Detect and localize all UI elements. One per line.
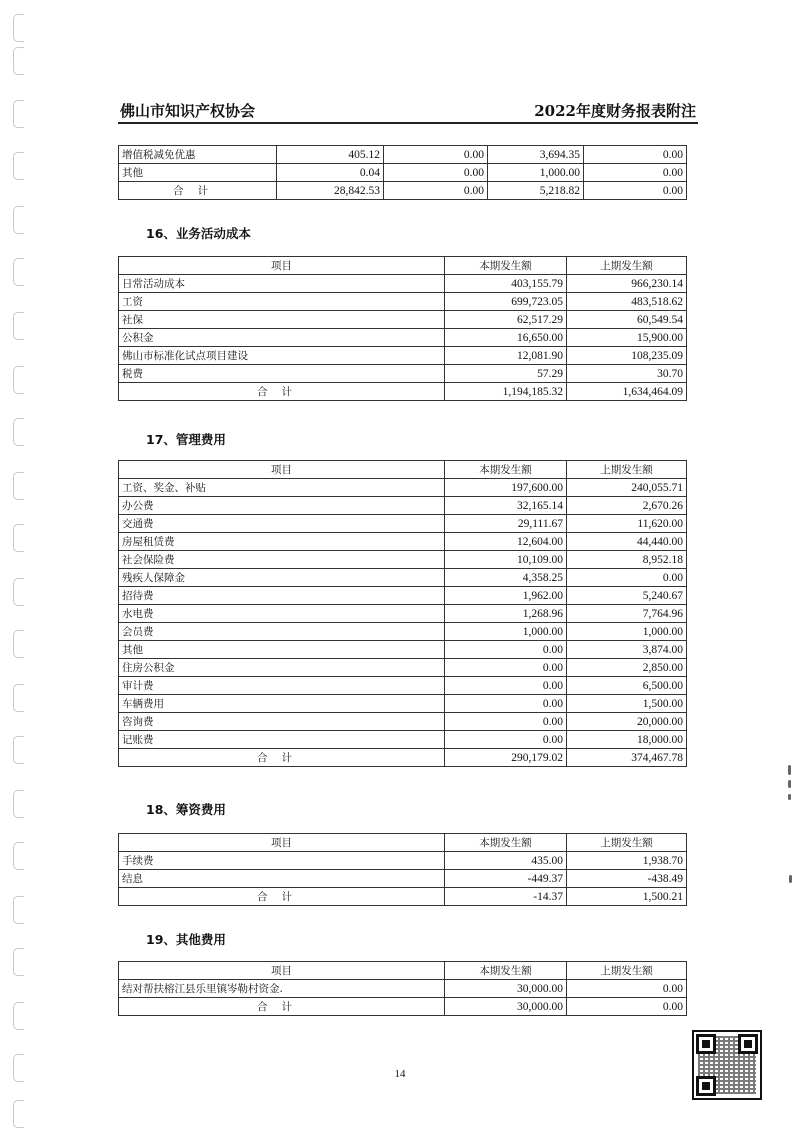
row-value: 3,694.35 xyxy=(488,146,584,164)
row-item: 水电费 xyxy=(119,605,445,623)
qr-finder-pattern xyxy=(738,1034,758,1054)
table-row xyxy=(119,275,687,293)
row-item: 公积金 xyxy=(119,329,445,347)
total-label: 合计 xyxy=(119,182,277,200)
binder-hole xyxy=(13,418,24,446)
row-current: 12,081.90 xyxy=(445,347,567,365)
binder-hole xyxy=(13,206,24,234)
row-previous: 483,518.62 xyxy=(567,293,687,311)
row-previous: 15,900.00 xyxy=(567,329,687,347)
row-current: 197,600.00 xyxy=(445,479,567,497)
column-header: 项目 xyxy=(119,834,445,852)
row-previous: 0.00 xyxy=(567,980,687,998)
total-row xyxy=(119,182,687,200)
column-header: 项目 xyxy=(119,962,445,980)
column-header: 项目 xyxy=(119,257,445,275)
row-item: 审计费 xyxy=(119,677,445,695)
binder-hole xyxy=(13,258,24,286)
row-item: 增值税减免优惠 xyxy=(119,146,277,164)
total-row xyxy=(119,383,687,401)
binder-hole xyxy=(13,630,24,658)
binder-hole xyxy=(13,896,24,924)
row-current: 1,000.00 xyxy=(445,623,567,641)
row-current: 0.00 xyxy=(445,659,567,677)
total-current: 290,179.02 xyxy=(445,749,567,767)
row-value: 0.00 xyxy=(584,146,687,164)
row-current: 29,111.67 xyxy=(445,515,567,533)
row-previous: 11,620.00 xyxy=(567,515,687,533)
binder-hole xyxy=(13,14,24,42)
qr-code xyxy=(692,1030,762,1100)
total-row xyxy=(119,888,687,906)
row-item: 会员费 xyxy=(119,623,445,641)
table-row xyxy=(119,641,687,659)
total-label: 合计 xyxy=(119,888,445,906)
row-item: 咨询费 xyxy=(119,713,445,731)
table-row xyxy=(119,347,687,365)
margin-mark xyxy=(788,765,791,775)
total-label: 合计 xyxy=(119,383,445,401)
row-previous: 966,230.14 xyxy=(567,275,687,293)
continued-table xyxy=(118,145,687,200)
table-row xyxy=(119,623,687,641)
row-item: 日常活动成本 xyxy=(119,275,445,293)
section-table-17 xyxy=(118,460,687,767)
page-header xyxy=(118,96,698,124)
table-row xyxy=(119,605,687,623)
table-row xyxy=(119,695,687,713)
row-current: 1,962.00 xyxy=(445,587,567,605)
row-item: 其他 xyxy=(119,641,445,659)
row-item: 社保 xyxy=(119,311,445,329)
row-previous: 1,500.00 xyxy=(567,695,687,713)
row-previous: 60,549.54 xyxy=(567,311,687,329)
binder-hole xyxy=(13,948,24,976)
column-header: 本期发生额 xyxy=(445,834,567,852)
total-current: 30,000.00 xyxy=(445,998,567,1016)
row-item: 记账费 xyxy=(119,731,445,749)
row-previous: 1,938.70 xyxy=(567,852,687,870)
section-table-19 xyxy=(118,961,687,1016)
total-value: 0.00 xyxy=(584,182,687,200)
row-current: 699,723.05 xyxy=(445,293,567,311)
row-previous: 240,055.71 xyxy=(567,479,687,497)
report-title: 2022年度财务报表附注 xyxy=(534,102,696,120)
row-current: 0.00 xyxy=(445,695,567,713)
row-current: 1,268.96 xyxy=(445,605,567,623)
table-row xyxy=(119,731,687,749)
total-label: 合计 xyxy=(119,998,445,1016)
organization-name: 佛山市知识产权协会 xyxy=(120,102,256,120)
section-title: 19、其他费用 xyxy=(146,932,226,947)
binder-hole xyxy=(13,312,24,340)
row-previous: 3,874.00 xyxy=(567,641,687,659)
binder-hole xyxy=(13,152,24,180)
table-header-row xyxy=(119,461,687,479)
row-item: 其他 xyxy=(119,164,277,182)
row-item: 结息 xyxy=(119,870,445,888)
margin-mark xyxy=(788,780,791,788)
row-value: 405.12 xyxy=(277,146,384,164)
row-current: 10,109.00 xyxy=(445,551,567,569)
total-previous: 1,634,464.09 xyxy=(567,383,687,401)
table-row xyxy=(119,497,687,515)
table-row xyxy=(119,852,687,870)
row-item: 社会保险费 xyxy=(119,551,445,569)
section-table-16 xyxy=(118,256,687,401)
table-row xyxy=(119,659,687,677)
row-current: 0.00 xyxy=(445,713,567,731)
binder-hole xyxy=(13,366,24,394)
table-row xyxy=(119,533,687,551)
row-current: 0.00 xyxy=(445,641,567,659)
row-previous: 0.00 xyxy=(567,569,687,587)
binder-hole xyxy=(13,524,24,552)
binder-hole xyxy=(13,1002,24,1030)
row-item: 招待费 xyxy=(119,587,445,605)
row-item: 工资、奖金、补贴 xyxy=(119,479,445,497)
row-current: 4,358.25 xyxy=(445,569,567,587)
row-item: 残疾人保障金 xyxy=(119,569,445,587)
binder-hole xyxy=(13,736,24,764)
qr-finder-pattern xyxy=(696,1076,716,1096)
total-previous: 374,467.78 xyxy=(567,749,687,767)
total-value: 0.00 xyxy=(384,182,488,200)
table-row xyxy=(119,329,687,347)
total-value: 28,842.53 xyxy=(277,182,384,200)
row-item: 房屋租赁费 xyxy=(119,533,445,551)
column-header: 本期发生额 xyxy=(445,461,567,479)
row-current: -449.37 xyxy=(445,870,567,888)
row-current: 0.00 xyxy=(445,731,567,749)
column-header: 上期发生额 xyxy=(567,962,687,980)
row-previous: 5,240.67 xyxy=(567,587,687,605)
row-current: 435.00 xyxy=(445,852,567,870)
table-row xyxy=(119,365,687,383)
row-value: 0.04 xyxy=(277,164,384,182)
total-value: 5,218.82 xyxy=(488,182,584,200)
table-row xyxy=(119,479,687,497)
row-previous: 8,952.18 xyxy=(567,551,687,569)
table-row xyxy=(119,870,687,888)
table-header-row xyxy=(119,962,687,980)
page-number: 14 xyxy=(394,1068,406,1080)
total-row xyxy=(119,998,687,1016)
binder-hole xyxy=(13,578,24,606)
row-previous: 18,000.00 xyxy=(567,731,687,749)
table-row xyxy=(119,164,687,182)
table-row xyxy=(119,569,687,587)
row-current: 0.00 xyxy=(445,677,567,695)
table-row xyxy=(119,515,687,533)
column-header: 项目 xyxy=(119,461,445,479)
margin-mark xyxy=(788,794,791,800)
table-row xyxy=(119,551,687,569)
row-item: 结对帮扶榕江县乐里镇岑勒村资金. xyxy=(119,980,445,998)
row-previous: 7,764.96 xyxy=(567,605,687,623)
row-value: 1,000.00 xyxy=(488,164,584,182)
column-header: 本期发生额 xyxy=(445,257,567,275)
binder-hole xyxy=(13,842,24,870)
row-item: 办公费 xyxy=(119,497,445,515)
row-value: 0.00 xyxy=(384,164,488,182)
column-header: 本期发生额 xyxy=(445,962,567,980)
row-item: 住房公积金 xyxy=(119,659,445,677)
table-header-row xyxy=(119,257,687,275)
column-header: 上期发生额 xyxy=(567,461,687,479)
row-previous: 6,500.00 xyxy=(567,677,687,695)
row-current: 30,000.00 xyxy=(445,980,567,998)
row-value: 0.00 xyxy=(584,164,687,182)
binder-hole xyxy=(13,47,24,75)
table-row xyxy=(119,311,687,329)
table-row xyxy=(119,980,687,998)
table-row xyxy=(119,587,687,605)
total-current: -14.37 xyxy=(445,888,567,906)
section-title: 16、业务活动成本 xyxy=(146,226,251,241)
row-item: 工资 xyxy=(119,293,445,311)
row-item: 交通费 xyxy=(119,515,445,533)
row-value: 0.00 xyxy=(384,146,488,164)
row-previous: 2,670.26 xyxy=(567,497,687,515)
row-current: 16,650.00 xyxy=(445,329,567,347)
row-current: 12,604.00 xyxy=(445,533,567,551)
table-row xyxy=(119,677,687,695)
row-current: 62,517.29 xyxy=(445,311,567,329)
row-previous: 20,000.00 xyxy=(567,713,687,731)
total-current: 1,194,185.32 xyxy=(445,383,567,401)
table-row xyxy=(119,146,687,164)
margin-mark xyxy=(789,875,792,883)
table-header-row xyxy=(119,834,687,852)
row-current: 57.29 xyxy=(445,365,567,383)
row-item: 手续费 xyxy=(119,852,445,870)
qr-finder-pattern xyxy=(696,1034,716,1054)
row-previous: 1,000.00 xyxy=(567,623,687,641)
section-title: 18、筹资费用 xyxy=(146,802,226,817)
row-current: 32,165.14 xyxy=(445,497,567,515)
section-title: 17、管理费用 xyxy=(146,432,226,447)
binder-hole xyxy=(13,1100,24,1128)
row-previous: 108,235.09 xyxy=(567,347,687,365)
total-previous: 1,500.21 xyxy=(567,888,687,906)
total-label: 合计 xyxy=(119,749,445,767)
section-table-18 xyxy=(118,833,687,906)
row-previous: -438.49 xyxy=(567,870,687,888)
total-row xyxy=(119,749,687,767)
row-previous: 30.70 xyxy=(567,365,687,383)
table-row xyxy=(119,293,687,311)
binder-hole xyxy=(13,684,24,712)
binder-hole xyxy=(13,790,24,818)
binder-hole xyxy=(13,100,24,128)
row-item: 税费 xyxy=(119,365,445,383)
column-header: 上期发生额 xyxy=(567,257,687,275)
row-current: 403,155.79 xyxy=(445,275,567,293)
total-previous: 0.00 xyxy=(567,998,687,1016)
column-header: 上期发生额 xyxy=(567,834,687,852)
row-previous: 44,440.00 xyxy=(567,533,687,551)
table-row xyxy=(119,713,687,731)
binder-hole xyxy=(13,472,24,500)
row-item: 佛山市标准化试点项目建设 xyxy=(119,347,445,365)
row-previous: 2,850.00 xyxy=(567,659,687,677)
row-item: 车辆费用 xyxy=(119,695,445,713)
